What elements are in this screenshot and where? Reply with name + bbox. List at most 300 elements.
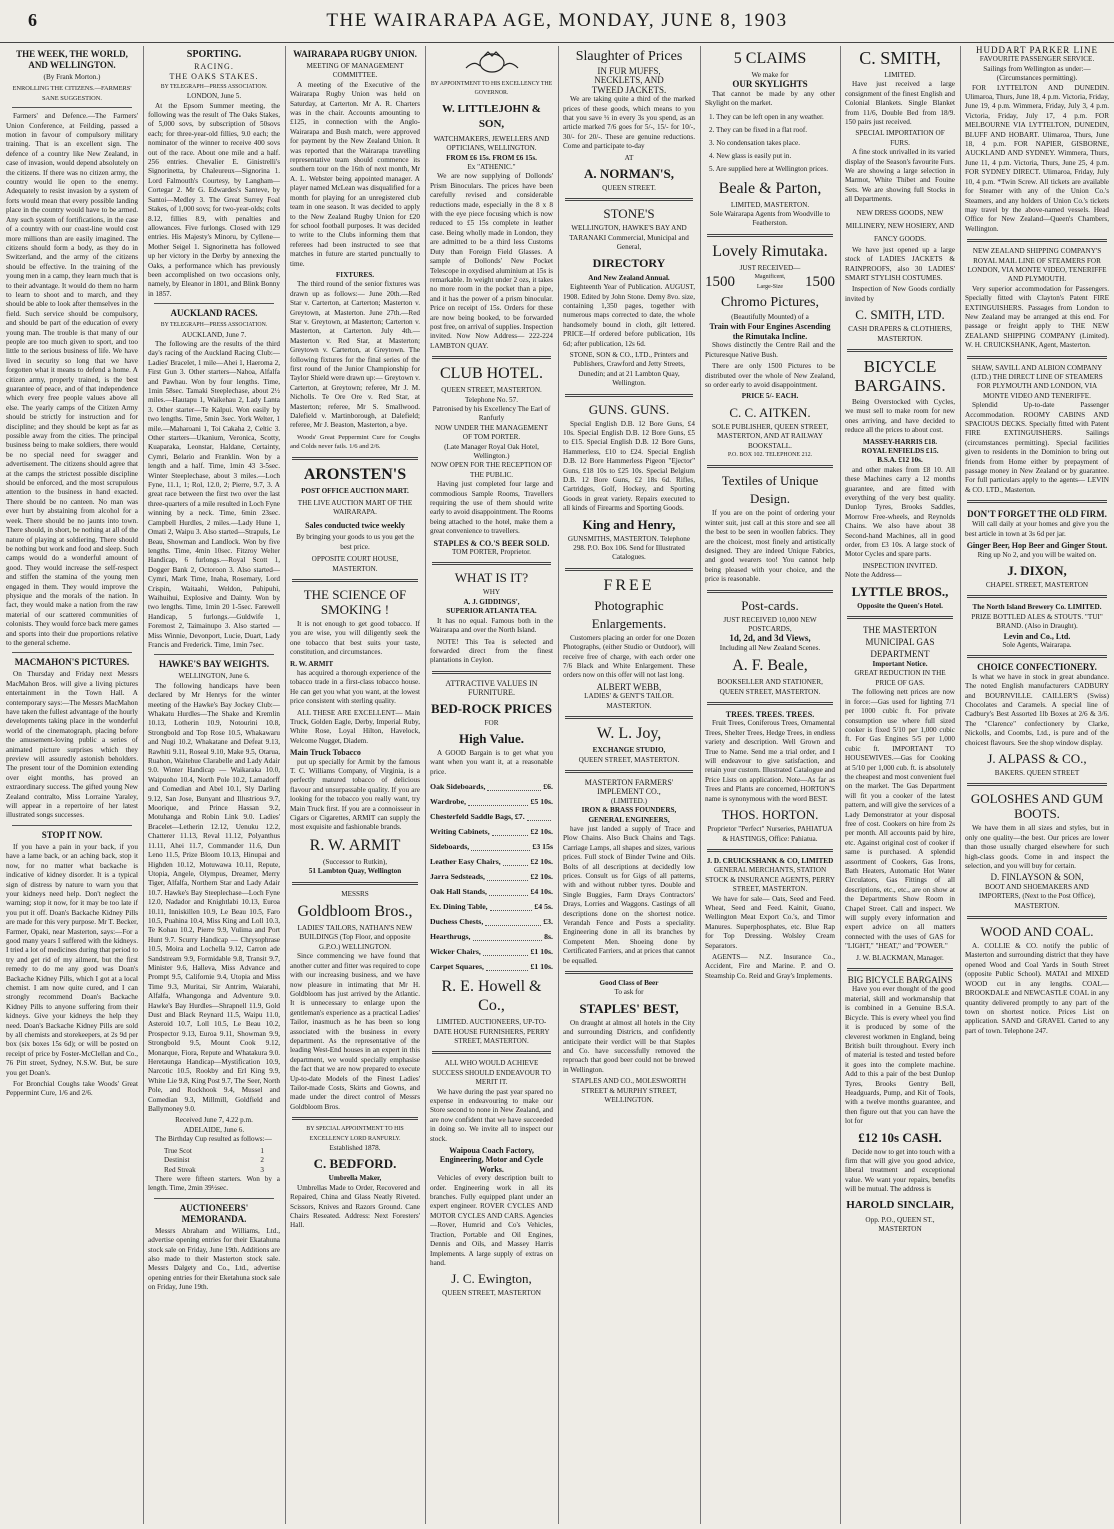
ad-headline: STONE'S: [603, 206, 655, 222]
ad-subhead: A. J. GIDDINGS',: [463, 597, 520, 606]
page-number: 6: [28, 10, 37, 30]
ad-subhead: GENERAL ENGINEERS,: [588, 815, 670, 824]
divider: [707, 465, 833, 468]
column-rule: [285, 46, 286, 1524]
ad-address: STAPLES AND CO., MOLESWORTH STREET & MURPHY STREET, WELLINGTON.: [571, 1077, 687, 1105]
divider: [967, 356, 1107, 359]
ad-text: (Late Manager Royal Oak Hotel, Wellington.): [444, 442, 539, 460]
list-item: Wicker Chairs, £1 10s.: [430, 944, 553, 959]
ad-subhead: LADIES' TAILORS, NATHAN'S NEW BUILDINGS (Top Floor, and opposite G.P.O.) WELLINGTON.: [297, 924, 413, 951]
ad-headline: Goldbloom Bros.,: [297, 903, 413, 921]
royal-crest-icon: [462, 50, 522, 76]
ad-body: Have you ever thought of the good material, skill and workmanship that is combined in a Genuine B.S.A. Bicycle. This is every wheel you find it is produced by some of the cleverest workmen in England, being British built throughout. Every inch of material is tested and tested before it goes into the complete machine. Add to this a pair of the best Dunlop Tyres, Brooks Gentry Bell, Headguards, Pump, and Kit of Tools, with a twelve months guarantee, and then figure out that you can have the lot for: [845, 985, 955, 1126]
ad-headline: THE SCIENCE OF SMOKING !: [303, 586, 407, 617]
article-headline: HAWKE'S BAY WEIGHTS.: [159, 659, 269, 670]
ad-subhead: IN FUR MUFFS,: [597, 66, 661, 76]
ad-headline: W. L. Joy,: [596, 725, 662, 743]
list-item: Leather Easy Chairs, £2 10s.: [430, 854, 553, 869]
divider: [565, 971, 693, 974]
article-subhead: FIXTURES.: [335, 270, 375, 279]
ad-text: Including all New Zealand Scenes.: [719, 643, 821, 652]
ad-text: Sole Wairarapa Agents from Woodville to Featherston.: [709, 210, 831, 228]
byline: (By Frank Morton.): [43, 73, 101, 81]
ad-body: We have during the past year spared no expense in endeavouring to make our Store second to none in New Zealand, and are now confident that we have succeeded in doing so. We invite all to inspect our stock.: [430, 1087, 553, 1143]
ad-subhead: 1d, 2d, and 3d Views,: [729, 633, 811, 644]
ad-text: Ex "ATHENIC.": [467, 163, 516, 172]
ad-body: We have for sale— Oats, Seed and Feed. Wheat, Seed and Feed. Kainit, Guano, Wellington Meat Export Co.'s, and Timor Manures. Superphosphates, etc. Blue Rap for Top Dressing. Wolsley Cream Separators.: [705, 894, 835, 950]
ad-price: PRICE 5/- EACH.: [741, 392, 799, 401]
ad-text: THE LIVE AUCTION MART OF THE WAIRARAPA.: [297, 499, 413, 517]
ad-price: ROYAL ENFIELDS £15.: [861, 446, 939, 455]
telegraph-note: BY TELEGRAPH—PRESS ASSOCIATION.: [160, 83, 268, 90]
ad-body: Shows distinctly the Centre Rail and the Picturesque Native Bush.: [705, 341, 835, 359]
result-row: True Scot 1: [164, 1146, 264, 1155]
ad-address: LADIES' & GENT'S TAILOR. MASTERTON.: [584, 692, 674, 710]
ad-headline: GOLOSHES AND GUM BOOTS.: [970, 791, 1104, 822]
article-body: At the Epsom Summer meeting, the following was the result of The Oaks Stakes, of 5,000 sovs, by subscription of 50sovs each; for three-year-old fillies, 9.0 each; the nominator of the winner to receive 400 sovs out of the race. About one mile and a half. 256 entries. Chevalier E. Ginistrelli's Signorinetta, by Chaleureux—Signorina 1. Lord Falmouth's Courtesy, by Langham—Cortegar 2. Mr G. Edwardes's Santeve, by Santoi—Medley 3. The Great Surrey Foal Stakes, of 1,000 sovs; for two-year-olds; colts 8.12, fillies 8.9, with penalties and allowances. Five furlongs. Closed with 129 entries. His Majesty's Minoru, by Cyllene—Mother Seigel 1. Signorinetta has followed up her victory in the Derby by annexing the Oaks, a performance which has previously been accomplished on two occasions only, namely, by Eleanor in 1801, and Blink Bonny in 1857.: [148, 101, 280, 298]
article-body: Messrs Abraham and Williams, Ltd., advertise opening entries for their Ekatahuna stock sale on Friday, June 19th. Additions are also made to their Masterton stock sale. Messrs Dalgety and Co., Ltd., advertise opening entries for their Eketahuna stock sale on Friday, June 19th.: [148, 1226, 280, 1292]
ad-headline: NEW ZEALAND SHIPPING COMPANY'S ROYAL MAIL LINE OF STEAMERS FOR LONDON, VIA MONTE VIDEO, TENERIFFE AND PLYMOUTH.: [967, 247, 1107, 284]
ad-body: The following nett prices are now in force:—Gas used for lighting 7/1 per 1000 cubic ft. For private consumption use where full sized cooker is fixed 5/10 per 1,000 cubic ft. For Gas Engines 5/5 per 1,000 cubic ft. IMPORTANT TO HOUSEWIVES.—Gas for Cooking at 5/10 per 1,000 cub. ft. is absolutely the cheapest and most convenient fuel on the market. The Gas Department will fit you a cooker of the latest pattern, and will give the services of a Lady Demonstrator at your disposal free of cost. Cookers on hire from 2s per month. All accounts paid by hire, etc. Against original cost of cooker if same is purchased. A splendid assortment of Cookers, Gas Irons, Bath Heaters, Automatic Hot Water Circulators, Gas Fittings of all descriptions, etc., etc., are on show at the Departments Show Room in Chapel Street. Call and inspect. We will supply every information and expert advice on all matters connected with the uses of GAS for "LIGHT," "HEAT," and "POWER.": [845, 688, 955, 951]
ad-address: QUEEN STREET, MASTERTON. Telephone No. 57.: [441, 386, 542, 404]
ad-headline: Enlargements.: [591, 615, 667, 631]
ad-headline: Design.: [749, 491, 791, 507]
article-headline: WAIRARAPA RUGBY UNION.: [293, 49, 417, 59]
ad-body: Splendid Up-to-date Passenger Accommodation. ROOMY CABINS AND SPACIOUS DECKS. Specially fitted with Patent FIRE EXTINGUISHERS. Sailings (circumstances permitting). Special facilities given to residents in the Dominion to bring out friends from Home either by prepayment of passage money in New Zealand or by guarantee. For full particulars apply to the agents— LEVIN & CO. LTD., Masterton.: [965, 401, 1109, 494]
divider: [292, 457, 418, 460]
ad-contact: P.O. BOX 102. TELEPHONE 212.: [727, 451, 813, 458]
list-item: Sideboards, £3 15s: [430, 839, 553, 854]
divider: [967, 916, 1107, 919]
ad-body: Umbrellas Made to Order, Recovered and Repaired, China and Glass Neatly Riveted. Scissors, Knives and Razors Ground. Cane Chairs Reseated. Address: Next Foresters' Hall.: [290, 1183, 420, 1230]
ad-body: There are only 1500 Pictures to be distributed over the whole of New Zealand, so order early to avoid disappointment.: [705, 362, 835, 389]
column-rugby-ads: [290, 46, 420, 1524]
article-headline: AUCKLAND RACES.: [170, 308, 258, 319]
ad-headline: SHAW, SAVILL AND ALBION COMPANY (LTD.) THE DIRECT LINE OF STEAMERS FOR PLYMOUTH AND LONDON, VIA MONTE VIDEO AND TENERIFFE.: [971, 363, 1103, 400]
ad-subhead: SUPERIOR ATLANTA TEA.: [446, 607, 537, 616]
ad-address: OPPOSITE COURT HOUSE, MASTERTON.: [311, 555, 399, 573]
article-body: On Thursday and Friday next Messrs MacMahon Bros. will give a living pictures entertainment in the Town Hall. A contemporary says:—The Messrs MacMahon have taken the fullest advantage of the hourly developments taking place in the wonderful world of the cinematograph, placing before the amusement-loving public a series of animated picture surprises which they preview will assuredly astonish beholders. The present tour of the Dominion extending over eight months, has proved an extraordinary success. The gifted young New Zealand contralto, Miss Lorraine Yaraley, will appear in a repertoire of her latest illustrated songs successes.: [6, 670, 138, 820]
divider: [565, 394, 693, 397]
ad-headline: CHOICE CONFECTIONERY.: [977, 662, 1097, 673]
article-headline: MACMAHON'S PICTURES.: [14, 657, 130, 668]
article-headline: THE WEEK, THE WORLD, AND WELLINGTON.: [16, 49, 128, 70]
ad-subhead: Good Class of Beer: [599, 979, 659, 988]
ad-text: Established 1878.: [329, 1144, 381, 1152]
ad-body: Is what we have in stock in great abundance. The noted English manufacturers CADBURY and BOURNVILLE. CAILLER'S (Swiss) Chocolates and Caramels. A special line of Cadbury's Best Assorted 1lb Boxes at 2/6 & 3/6. The "Clarence" confectionery by Clarke, Nickolls, and Coombs, Ltd., is pure and of the choicest flavours. See the shop window display.: [965, 672, 1109, 747]
ad-text: JUST RECEIVED—: [739, 263, 801, 272]
divider: [292, 1117, 418, 1120]
article-body: The third round of the senior fixtures was drawn up as follows:— June 20th.—Red Star v. Carterton, at Carterton; Masterton v. Greytown, at Masterton. June 27th.—Red Star v. Greytown, at Masterton; Carterton v. Masterton, at Carterton. July 4th.—Masterton v. Red Star, at Masterton; Greytown v. Carterton, at Greytown. The following fixtures for the final series of the first round of the Junior Championship for Taylor Shield were drawn up:— Greytown v. Carterton, at Greytown; referee, Mr J. M. Nicholls. Te Ore Ore v. Red Star, at Masterton; referee, Mr S. Smallwood. Dalefield v. Martinborough, at Dalefield; referee, Mr J. Beaston, Masterton, a bye.: [290, 280, 420, 430]
ad-headline: Post-cards.: [741, 597, 799, 613]
ad-body: ALL THESE ARE EXCELLENT— Main Truck, Golden Eagle, Derby, Imperial Ruby, White Rose, Loyal Hilton, Havelock, Welcome Nugget, Diadem.: [290, 708, 420, 745]
ad-headline: Textiles of Unique: [721, 473, 819, 489]
column-rule: [960, 46, 961, 1524]
ad-text: (LIMITED.): [610, 796, 648, 805]
ad-body: On draught at almost all hotels in the City and surrounding Districts, and confidently anticipate their verdict will be that Staples and Co. have successfully removed the reproach that good beer could not be brewed in Wellington.: [563, 1018, 695, 1074]
ad-body: Vehicles of every description built to order. Engineering work in all its branches. Fully equipped plant under an expert engineer. ROVER CYCLES AND MOTOR CYCLES AND CARS. Agencies—Rover, Humrid and Co's Vehicles, Traction, Portable and Oil Engines, Dennis and Oils, and Massey Harris Implements. A large supply of extras on hand.: [430, 1174, 553, 1267]
ad-price: £12 10s CASH.: [858, 1129, 942, 1145]
ad-text: Sales conducted twice weekly: [305, 520, 405, 530]
ad-headline: DIRECTORY: [592, 255, 666, 270]
ad-price: B.S.A. £12 10s.: [877, 456, 923, 465]
ad-text: J. W. BLACKMAN, Manager.: [856, 953, 944, 962]
dateline: WELLINGTON, June 6.: [178, 672, 250, 681]
furniture-price-list: [430, 779, 553, 974]
divider: [565, 770, 693, 773]
list-item: Hearthrugs, 8s.: [430, 929, 553, 944]
ad-subhead: IRON & BRASS FOUNDERS,: [581, 806, 677, 815]
ad-subhead: And New Zealand Annual.: [588, 273, 670, 282]
ad-headline: D. FINLAYSON & SON,: [990, 872, 1084, 883]
ad-body: We are now supplying of Dollonds' Prism Binoculars. The prices have been carefully revised and considerable reductions made, especially in the 8 x 8 with the eye piece focusing which is now reduced to £5 15s complete in leather case. Being wholly made in London, they are admitted to be a third less Customs Duty than Foreign Field Glasses. A sample of Dollonds' New Pocket Telescope in oxydised aluminium at 15s is remarkable. In weight under 2 ozs, it takes no more room in the pocket than a pipe, and it has the power of a prism binocular. Price on receipt of 15s. Orders for these are now being booked, to be forwarded post free, on arrival of supplies. Inspection invited. Now Now Address— 222-224 LAMBTON QUAY.: [430, 172, 553, 350]
dateline: ADELAIDE, June 6.: [183, 1125, 245, 1134]
divider: [707, 234, 833, 237]
ad-subhead: Ginger Beer, Hop Beer and Ginger Stout.: [966, 541, 1108, 551]
chromo-offer: 1500 Magnificent, Large-Size 1500: [705, 273, 835, 290]
list-item: Duchess Chests, £3.: [430, 914, 553, 929]
ad-headline: HUDDART PARKER LINE: [976, 46, 1098, 55]
ad-body: A. COLLIE & CO. notify the public of Masterton and surrounding district that they have opened Wood and Coal Yards in South Street (opposite Public School). MATAI and MIXED WOOD cut in any lengths. COAL—BROOKDALE and NEWCASTLE COAL in any quantity delivered promptly to any part of the town on shortest notice. Prices List on application. SAND and GRAVEL Carted to any part of town. Telephone 247.: [965, 942, 1109, 1035]
column-sporting: [148, 46, 280, 1524]
column-smith-ads: [845, 46, 955, 1524]
ad-subhead: LIMITED. AUCTIONEERS, UP-TO-DATE HOUSE FURNISHERS, PERRY STREET, MASTERTON.: [433, 1018, 550, 1045]
list-item: Writing Cabinets, £2 10s.: [430, 824, 553, 839]
ad-headline: W. LITTLEJOHN & SON,: [442, 102, 541, 130]
ad-headline: C. SMITH,: [859, 48, 941, 68]
ad-headline: R. E. Howell & Co.,: [441, 978, 542, 1015]
ad-headline: THOS. HORTON.: [721, 807, 819, 823]
column-rule: [425, 46, 426, 1524]
ad-address: Opp. P.O., QUEEN ST., MASTERTON: [865, 1215, 935, 1233]
ad-price: MASSEY-HARRIS £18.: [862, 437, 938, 446]
ad-text: We make for: [751, 71, 789, 79]
column-shipping-ads: [965, 46, 1109, 1524]
ad-text: ALL WHO WOULD ACHIEVE SUCCESS SHOULD ENDEAVOUR TO MERIT IT.: [432, 1059, 551, 1087]
article-body: The following handicaps have been declared by Mr Henrys for the winter meeting of the Hawke's Bay Jockey Club:— Whakatu Hurdles—The Shake and Kremlin 10.13, Lotherin 10.9, Notourini 10.8, Strongbold and Top Rose 10.5, Whakawaru and Nugi 10.2, Whakatane and Defeat 9.13, Rawhiti 9.11, Roseal 9.10, Make 9.5, Otarua, Ruahon, Waitehue Clarabelle and Lady Adair 9.0. Winter Handicap — Waikaraka 10.0, Waipuoho 10.4, North Pole 10.2, Lamadorff and Comedian and Abel 10.1, Sly Darling 9.12, San Jose, Bunyant and Illustrious 9.7, Moorique, and Prince Hassan 9.2, Motuhanga and Robin Link 9.0. Ladies' Bracelet—Letherin 12.12, Uenuku 12.2, Chatterer 11.13, Reval 11.12, Polyanthus 11.11, Ahei 11.7, Commander 11.6, Dun Leno 11.5, Prize Bloom 10.13, Hinupai and Highden 10.12, Motuwawa 10.11, Repute, Utopia, Angele, Olympus, Dreamer, Merry Tiger, Alfalfa, Northern Star and Lady Adair 10.7. Hawke's Bay Steeplechase—Loch Fyne 12.0, Nadador and Knightlabi 10.13, Euroa 10.11, Inniskillen 10.9, Le Beau 10.5, Faro 10.5, Puahina 10.4, Miss King and Loll 10.3, Te Kohau 10.2, Pierre 9.9, Vulima and Port Hunt 9.7. Scurry Handicap — Chrysophrase 10.5, Moira and Lochella 9.12, Carron ade Sandstream 9.9, Formidable 9.8, Transit 9.7, Minister 9.6, Halleva, Miss Advance and Prompt 9.5, Californie 9.4, Utopia and Miss Time 9.3, Muritai, Sir Antrim, Waiarahi, Alfalfa, Whangonga and Adventure 9.0. Hawke's Bay Hurdles—Shrapnell 11.9, Gold Dust and Black Reynard 11.5, Waipu 11.0, Asteroid 10.7, Loll 10.5, Le Beau 10.2, Prospector 9.13, Euroa 9.11, Showman 9.9, Strongbold 9.5, Mount Cook 9.12, Monarque, Fiora, Repute and Whatakura 9.0. Heretaunga Handicap—Mystification 10.9, Narcotic 10.5, Rookby and Erl King 9.9, White Lie 9.8, King Post 9.7, The Seer, North Pole, and Rockhook 9.4, Mussel and Comedian 9.3, Millmill, Goldfield and Ballymoney 9.0.: [148, 681, 280, 1114]
ad-text: MESSRS: [341, 889, 369, 898]
column-rule: [143, 46, 144, 1524]
ad-headline: Chromo Pictures,: [721, 295, 819, 311]
ad-headline: HAROLD SINCLAIR,: [846, 1198, 954, 1211]
ad-body: NOTE! This Tea is selected and forwarded direct from the finest plantations in Ceylon.: [430, 637, 553, 665]
ad-body: It is not enough to get good tobacco. If you are wise, you will diligently seek the one tobacco that best suits your taste, constitution, and circumstances.: [290, 619, 420, 657]
ad-prices: FROM £6 15s. FROM £6 15s.: [446, 153, 537, 162]
divider: [292, 882, 418, 885]
divider: [707, 702, 833, 705]
ad-headline: Lovely Rimutaka.: [712, 242, 828, 260]
ad-subhead: Train with Four Engines Ascending the Rimutaka Incline.: [709, 322, 831, 341]
ad-headline: 5 CLAIMS: [733, 50, 807, 67]
list-item: Jarra Sedsteads, £2 10s.: [430, 869, 553, 884]
ad-headline: J. C. Ewington,: [451, 1271, 532, 1287]
ad-text: (Beautifully Mounted) of a: [731, 313, 809, 322]
list-item: 2. They can be fixed in a flat roof.: [709, 125, 808, 134]
ad-body: have just landed a supply of Trace and Plow Chains. Also Buck Chains and Tags. Carriage Lamps, all shapes and sizes, various prices. Full stock of Binder Twine and Oils. Bolts of all descriptions at decidedly low prices. Consult us for Gigs of all patterns, with and without rubber tyres. Double and Single Buggies, Farm Drays Contractors' Drays, Lorries and Waggons. Castings of all descriptions done on the shortest notice. Verandah Fence and Posts a speciality. Engineering done in all its branches by Competent Men. Shoeing done by Certificated Farriers, and at prices that cannot be equalled.: [563, 824, 695, 965]
ad-subhead: ALBERT WEBB,: [596, 681, 662, 692]
ad-headline: GUNS. GUNS.: [588, 401, 670, 417]
ad-body: Special English D.B. 12 Bore Guns, £4 10s. Special English D.B. 12 Bore Guns, £5 to £15. Special English D.B. 12 Bore Guns, Hammerless, £10 to £24. Special English D.B. 12 Bore Hammerless Pigeon "Ejector" Guns, £18 10s to £25 10s. Special Belgium D.B. 12 Bore Guns, £2 18s 6d. Rifles, Cartridges, Golf, Hockey, and Sporting Goods in great variety. Repairs executed to all kinds of Firearms and Sporting Goods.: [563, 419, 695, 513]
ad-text: PRIZE BOTTLED ALES & STOUTS. "TUI" BRAND. (Also in Draught).: [971, 612, 1103, 631]
ad-address: Proprietor "Perfect" Nurseries, PAHIATUA & HASTINGS, Office: Pahiatua.: [707, 825, 833, 843]
ad-text: AT: [624, 153, 634, 162]
ad-body: It has no equal. Famous both in the Wairarapa and over the North Island.: [430, 616, 553, 635]
ad-headline: King and Henry,: [582, 516, 676, 532]
ad-headline: A. F. Beale,: [732, 657, 808, 675]
list-item: Chesterfeld Saddle Bags, £7.: [430, 809, 553, 824]
ad-address: STONE, SON & CO., LTD., Printers and Publishers, Crawford and Jetty Streets, Dunedin; and at 21 Lambton Quay, Wellington.: [569, 350, 689, 388]
ad-subhead: FAVOURITE PASSENGER SERVICE.: [979, 55, 1095, 64]
ad-body: Eighteenth Year of Publication. AUGUST, 1908. Edited by John Stone. Demy 8vo. size, containing 1,350 pages, together with numerous maps corrected to date, the whole handsomely bound in cloth, gilt lettered. PRICE—If ordered before publication, 10s 6d; after publication, 12s 6d.: [563, 283, 695, 348]
ad-subhead: OUR SKYLIGHTS: [732, 79, 808, 90]
divider: [967, 595, 1107, 598]
ad-body: Customers placing an order for one Dozen Photographs, (either Studio or Outdoor), will receive free of charge, with each order one 7/6 Black and White Enlargement. These orders now on this offer will not last long.: [563, 633, 695, 680]
result-row: Destinist 2: [164, 1156, 264, 1165]
ad-headline: ARONSTEN'S: [303, 465, 407, 483]
ad-address: GUNSMITHS, MASTERTON. Telephone 298. P.O. Box 106. Send for Illustrated Catalogues.: [567, 534, 691, 562]
ad-headline: Slaughter of Prices: [575, 49, 683, 64]
ad-headline: BIG BICYCLE BARGAINS: [847, 975, 953, 986]
ad-address: 51 Lambton Quay, Wellington: [308, 867, 402, 876]
ad-headline: DON'T FORGET THE OLD FIRM.: [967, 509, 1107, 520]
ad-subhead: SPECIAL IMPORTATION OF FURS.: [855, 129, 945, 147]
ad-subhead: Levin and Co., Ltd.: [1003, 631, 1071, 641]
ad-body: Since commencing we have found that another cutter and fitter was required to cope with our increasing business, and we have now pleasure in intimating that Mr H. Goldbloom has just arrived by the Atlantic. It is unnecessary to enlarge upon the gentleman's experience as a practical Ladies' Tailor, inasmuch as he has been so long associated with the business in every department. As the representative of the leading West-End houses in an expert in this department, we would specially emphasise the fact that we are now prepared to execute Up-to-date Models of the Finest Ladies' Tailor-made Costs, Skirts and Gowns, and made under the direct control of Messrs Goldbloom Bros.: [290, 952, 420, 1111]
ad-headline: C. C. AITKEN.: [729, 404, 811, 420]
ad-text: To ask for: [614, 988, 644, 997]
ad-text: Sailings from Wellington as under:—(Circumstances permitting).: [983, 64, 1091, 83]
ad-headline: A. NORMAN'S,: [584, 166, 674, 182]
ad-subhead: Umbrella Maker,: [328, 1174, 382, 1183]
ad-address: QUEEN STREET, MASTERTON: [442, 1289, 541, 1298]
divider: [154, 303, 274, 304]
ad-body: has acquired a thorough experience of the tobacco trade in a first-class tobacco house. He can get you what you want, at the lowest price consistent with sterling quality.: [290, 668, 420, 706]
ad-subhead: Important Notice.: [872, 660, 928, 669]
ad-body: If you are on the point of ordering your winter suit, just call at this store and see all the best to be seen in woollen fabrics. They are the choicest, most finely and artistically designed. They are indeed Unique Fabrics, and good wearers too! You cannot help being pleased with your choice, and the price is reasonable.: [705, 509, 835, 584]
article-body: The Birthday Cup resulted as follows:—: [155, 1135, 272, 1144]
list-item: Oak Sideboards, £6.: [430, 779, 553, 794]
ad-body: Fruit Trees, Coniferous Trees, Ornamental Trees, Shelter Trees, Hedge Trees, in endless variety and description. Well Grown and True to Name. Send me a trial order, and I will endeavour to give satisfaction, and retain your custom. Illustrated Catalogue and Price Lists on application. Note—As far as Trees and Plants are concerned, HORTON'S name is synonymous with the word BEST.: [705, 719, 835, 803]
ad-subhead: GENERAL MERCHANTS, STATION STOCK & INSURANCE AGENTS, PERRY STREET, MASTERTON.: [705, 866, 835, 894]
divider: [432, 1051, 551, 1054]
section-headline: SPORTING.: [186, 49, 242, 60]
list-item: 5. Are supplied here at Wellington prices.: [709, 164, 829, 173]
ad-body: We are taking quite a third of the marked prices of these goods, which means to you that you save ⅓ in every 3s you spend, as an article marked 7/6 goes for 5/-, 15/- for 10/-, 30/- for 20/-. These are genuine reductions. Come and participate to-day: [563, 95, 695, 151]
list-item: Carpet Squares, £1 10s.: [430, 959, 553, 974]
ad-body: Being Overstocked with Cycles, we must sell to make room for new ones arriving, and have decided to reduce all the prices to about cost.: [845, 397, 955, 435]
divider: [847, 968, 953, 971]
list-item: 3. No condensation takes place.: [709, 138, 801, 147]
ad-body: AGENTS— N.Z. Insurance Co., Accident, Fire and Marine. P. and O. Steamship Co. Reid and Gray's Implements.: [705, 952, 835, 980]
ad-text: INSPECTION INVITED.: [862, 561, 938, 570]
ad-text: Patronised by his Excellency The Earl of Ranfurly: [432, 404, 551, 423]
ad-text: Note the Address—: [845, 571, 902, 580]
ad-text: WHY: [482, 588, 501, 597]
ad-headline: FREE: [603, 576, 655, 594]
column-norman-ads: [563, 46, 695, 1524]
ad-headline: J. DIXON,: [1007, 562, 1067, 578]
article-subhead: MEETING OF MANAGEMENT COMMITTEE.: [306, 62, 404, 80]
ad-subhead: R. W. ARMIT: [290, 659, 334, 668]
newspaper-title: THE WAIRARAPA AGE, MONDAY, JUNE 8, 1903: [326, 10, 788, 31]
ad-headline: J. ALPASS & CO.,: [987, 751, 1087, 766]
ad-text: LIMITED.: [884, 71, 916, 79]
ad-body: A GOOD Bargain is to get what you want when you want it, at a reasonable price.: [430, 748, 553, 776]
ad-subhead: POST OFFICE AUCTION MART.: [301, 486, 409, 495]
ad-subhead: STAPLES & CO.'S BEER SOLD.: [433, 538, 550, 548]
column-littlejohn-ads: [430, 46, 553, 1524]
list-item: Oak Hall Stands, £4 10s.: [430, 884, 553, 899]
ad-body: Inspection of New Goods cordially invited by: [845, 285, 955, 303]
ad-body: If you have a pain in your back, if you have a lame back, or an aching back, stop it now, for no matter what backache is indicative of kidney disorder. It is a typical sign of distress by nature to warn you that your kidneys need help. Don't neglect the warning; stop it now, for it may be too late if you put it off. Doan's Backache Kidney Pills are made for this very purpose. Mr T. Becker, Farmer, Opaki, near Masterton, says:—For a good many years I suffered with the kidneys. I tried a lot of medicines during that period to try and get rid of my ailment, but the first remedy to do me any good was Doan's Backache Kidney Pills, which I got at a local chemist. I am now quite cured, and I can strongly recommend Doan's Backache Kidney Pills to anyone suffering from their kidneys. Give your kidneys the help they need. Doan's Backache Kidney Pills are sold by all chemists and storekeepers, at 2s 9d per box (six boxes 15s 6d); or will be posted on receipt of price by Foster-McClellan and Co., 76 Pitt street, Sydney, N.S.W. But, be sure you get Doan's.: [6, 842, 138, 1077]
ad-address: SOLE PUBLISHER, QUEEN STREET, MASTERTON, AND AT RAILWAY BOOKSTALL.: [711, 422, 829, 450]
ad-subhead: LIMITED, MASTERTON.: [730, 200, 810, 209]
ad-footnote: For Bronchial Coughs take Woods' Great Peppermint Cure, 1/6 and 2/6.: [6, 1080, 138, 1098]
ad-body: Decide now to get into touch with a firm that will give you good advice, liberal treatment and exceptional value. We want your repairs, benefits will be mutual. The address is: [845, 1147, 955, 1194]
ad-text: NOW OPEN FOR THE RECEPTION OF THE PUBLIC.: [430, 461, 553, 479]
article-body: Farmers' and Defence.—The Farmers' Union Conference, at Feilding, passed a motion in favour of compulsory military training. That is an excellent sign. The defence of a country like New Zealand, in case of invasion, would depend absolutely on the citizens. If there was no citizen army, the country would lie open to the enemy. Adequately to resist invasion by a system of forts would mean that every possible landing place in the country would have to be armed. Any such system of fortifications, in the case of a country with our coast-line would cost more millions than are easily imagined. The citizens should form a body, as they do in Switzerland, and the army of the citizens should be effective. In the training of the young men in a camp, they learn much that is to their advantage. It would do them no harm to learn to shoot and to march, and they should be able to look after themselves in the field. Such service should be compulsory, and should be part of the education of every young man. The trouble is that many of our people are too much given to sport, and too little to the serious business of life. We have lived in security so long that we have forgotten what it means to defend a home. A citizen army, properly trained, is the best guarantee of peace, and of that independence which every free people values above all else. The yearly camps of the Citizen Army should be strictly for instruction and for discipline; and they should be kept as far as possible away from the cities. The principal business being to make soldiers, there would be no special need for swagger and advertisement. The citizens should agree that at the camps the strictest possible discipline should be enforced, and the most scrupulous attention to the business in hand exacted. There should be no canteen. No man was ever hurt by abstaining from alcohol for a week. There should be no jaunts into town. There should, in short, be nothing at all of the nature of playing at soldiering. There should be nothing but work and food and sleep. Such camps would do a wonderful amount of good. They would increase the self-respect and stiffen the stamina of the young men engaged in them. They would improve the physique and the morals of the nation. In fact, they would make a nation from the raw material of our scattered communities of colonists. They would force back mere games and sports into their due proportions relative to the general scheme.: [6, 112, 138, 647]
ad-headline: WOOD AND COAL.: [980, 924, 1094, 940]
article-body: The following are the results of the third day's racing of the Auckland Racing Club:— Ladies' Bracelet, 1 mile—Ahei 1, Haeroma 2, First Gun 3. Other starters—Nahoa, Alfalfa and Pawhau. Won by four lengths. Time, 1min 58sec. Tamaki Steeplechase, about 2½ miles.—Hautapu 1, Waikehau 2, Lady Lanta 3. Other starter—Te Kalpui. Won easily by two lengths. Time, 5min 3sec. York Welter, 1 mile.—Maharoani 1, Toi Cakaha 2, Celtic 3. Other starters—Ukanium, Veronica, Scotty, Kuaparaka, Leonstar, Haldane, Certainty, Cymri, Belario and Franklin. Won by a length and a half. Time, 1min 43 3-5sec. Winter Steeplechase, about 3 miles.—Loch Fyne, 11.1, 1; Rol, 12.0, 2; Pierre, 9.7, 3. A great race between the first two over the last three-quarters of a mile resulted in Loch Fyne winning by a neck. Time, 6min 23sec. Campbell Hurdles, 2 miles.—Lady Hune 1, Omati 2, Waipu 3. Also started—Strapuls, Le Beau, Showman and Landlock. Won by five lengths. Time, 4min 10sec. Fitzroy Welter Handicap, 6 furlongs.—Royal Scott 1, Dogger Bank 2, Octoroon 3. Also started—Cymri, Mark Time, Inaha, Rosemary, Lord Crispin, Waitaahi, Weldon, Puhipuhi, Waihuihui, Explosive and Dainty. Won by two lengths. Time, 1min 20 1-5sec. Farewell Handicap, 5 furlongs.—Guldwife 1, Foremost 2, Taimainupo 3. Also started — Miss Winnie, Devonport, Lucie, Duart, Lady Francis and Frederick. Time, 1min 7sec.: [148, 339, 280, 649]
ad-subhead: NECKLETS, AND: [594, 75, 664, 86]
list-item: 4. New glass is easily put in.: [709, 151, 792, 160]
ad-headline: MASTERTON FARMERS': [584, 777, 674, 787]
ad-text: FOR: [484, 718, 499, 727]
ad-text: BY APPOINTMENT TO HIS EXCELLENCY THE GOVERNOR.: [430, 81, 553, 97]
ad-address: BOOKSELLER AND STATIONER, QUEEN STREET, MASTERTON.: [717, 678, 823, 696]
received-note: Received June 7, 4.22 p.m.: [175, 1116, 253, 1125]
ad-body: and other makes from £8 10. All these Machines carry a 12 months guarantee, and are fitted with everything of the very best quality. Dunlop Tyres, Brooks Saddles, Morrow Free-wheels, and Reynolds Chains. We also have about 38 Second-hand Machines, all in good order, from £3 10s. A large stock of Motor Cycles and spare parts.: [845, 465, 955, 559]
column-rule: [840, 46, 841, 1524]
ad-headline: High Value.: [458, 730, 525, 746]
ad-body: A fine stock unrivalled in its varied display of the Season's favourite Furs. We are showing a large selection in Marmot, White Thibet and Fouine Sets. We are showing full Stocks in all Departments.: [845, 148, 955, 204]
divider: [565, 568, 693, 571]
ad-text: (Successor to Rutkin),: [322, 857, 388, 866]
divider: [432, 356, 551, 359]
ad-text: Ring up No 2, and you will be waited on.: [977, 550, 1097, 559]
column-rule: [700, 46, 701, 1524]
ad-headline: BICYCLE BARGAINS.: [854, 356, 946, 395]
ad-headline: STOP IT NOW.: [41, 829, 103, 840]
list-item: Ex. Dining Table, £4 5s.: [430, 899, 553, 914]
ad-headline: LYTTLE BROS.,: [851, 583, 949, 599]
ad-subhead: WELLINGTON, HAWKE'S BAY AND TARANAKI Commercial, Municipal and General,: [569, 224, 689, 252]
ad-headline: CLUB HOTEL.: [439, 365, 544, 383]
ad-address: QUEEN STREET.: [602, 184, 656, 193]
list-item: Wardrobe, £5 10s.: [430, 794, 553, 809]
ad-subhead: WATCHMAKERS, JEWELLERS AND OPTICIANS, WELLINGTON.: [433, 134, 550, 153]
divider: [707, 590, 833, 593]
ad-body: FOR LYTTELTON AND DUNEDIN. Ulimaroa, Thurs, June 18, 4 p.m. Victoria, Friday, June 19, 4 p.m. Wimmera, Friday, July 3, 4 p.m. Victoria, Friday, July 17, 4 p.m. FOR MELBOURNE VIA LYTTELTON, DUNEDIN, BLUFF AND HOBART. Ulimaroa, Thurs, June 18, 4 p.m. FOR NAPIER, GISBORNE, AUCKLAND AND SYDNEY. Wimmera, Thurs, June 11, 4 p.m. Victoria, Thurs, June 25, 4 p.m. FOR SYDNEY DIRECT. Ulimaroa, Friday, July 10, 4 p.m. *Twin Screw. All tickets are available for Steamer with any of the Union Co.'s Steamers, and any holders of Union Co.'s tickets may travel by the above-named vessels. Head Office for New Zealand—Queen's Chambers, Wellington.: [965, 83, 1109, 233]
column-claims-ads: [705, 46, 835, 1524]
ad-headline: Beale & Parton,: [718, 179, 822, 197]
divider: [154, 654, 274, 655]
article-headline: AUCTIONEERS' MEMORANDA.: [179, 1202, 249, 1224]
ad-headline: IMPLEMENT CO.,: [597, 787, 661, 797]
ad-text: Sole Agents, Wairarapa.: [1002, 640, 1072, 649]
claims-list: [705, 111, 835, 176]
divider: [432, 671, 551, 674]
ad-headline: THE MASTERTON MUNICIPAL GAS DEPARTMENT: [862, 625, 938, 660]
divider: [967, 783, 1107, 786]
ad-subhead: NEW DRESS GOODS, NEW MILLINERY, NEW HOSIERY, AND FANCY GOODS.: [845, 208, 955, 243]
divider: [432, 562, 551, 565]
ad-headline: TREES. TREES. TREES.: [725, 710, 815, 720]
dateline: AUCKLAND, June 7.: [181, 330, 247, 339]
ad-body: We have just opened up a large stock of LADIES JACKETS & RAINPROOFS, also 30 LADIES' SMART STYLISH COSTUMES.: [845, 245, 955, 282]
section-subhead: THE OAKS STAKES.: [169, 72, 259, 82]
ad-headline: BED-ROCK PRICES: [431, 700, 552, 716]
section-subhead: RACING.: [194, 62, 234, 71]
ad-text: TOM PORTER, Proprietor.: [452, 548, 531, 557]
ad-subhead: Main Truck Tobacco: [290, 748, 361, 758]
ad-footnote: Woods' Great Peppermint Cure for Coughs and Colds never fails. 1/6 and 2/6.: [290, 433, 420, 451]
divider: [12, 825, 132, 826]
ad-address: CASH DRAPERS & CLOTHIERS, MASTERTON.: [848, 325, 952, 343]
ad-body: That cannot be made by any other Skylight on the market.: [705, 89, 835, 108]
ad-subhead: GREAT REDUCTION IN THE PRICE OF GAS.: [854, 669, 946, 687]
divider: [12, 107, 132, 108]
ad-text: BY SPECIAL APPOINTMENT TO HIS EXCELLENCY LORD RANFURLY.: [306, 1126, 404, 1142]
ad-address: BOOT AND SHOEMAKERS AND IMPORTERS, (Next to the Post Office), MASTERTON.: [978, 882, 1096, 910]
divider: [847, 349, 953, 352]
ad-headline: C. BEDFORD.: [313, 1156, 397, 1172]
ad-body: Will call daily at your homes and give you the best article in town at 3s 6d per jar.: [965, 520, 1109, 538]
divider: [154, 1198, 274, 1199]
ad-headline: R. W. ARMIT: [309, 836, 401, 854]
ad-text: By bringing your goods to us you get the best price.: [296, 533, 414, 551]
telegraph-note: BY TELEGRAPH—PRESS ASSOCIATION.: [160, 322, 268, 329]
list-item: 1. They can be left open in any weather.: [709, 112, 824, 121]
ad-text: NOW UNDER THE MANAGEMENT OF TOM PORTER.: [435, 423, 548, 442]
ad-subhead: TWEED JACKETS.: [591, 84, 667, 95]
ad-body: Very superior accommodation for Passengers. Specially fitted with Clayton's Patent FIRE EXTINGUISHERS. Passages from London to New Zealand may be arranged at this end. For passage or freight apply to THE NEW ZEALAND SHIPPING COMPANY (Limited). W. H. CRUICKSHANK, Agent, Masterton.: [965, 284, 1109, 350]
column-rule: [558, 46, 559, 1524]
ad-body: Having just completed four large and commodious Sample Rooms, Travellers requiring the use of them should write early to avoid disappointment. The Rooms being attached to the hotel, make them a great convenience to travellers.: [430, 480, 553, 536]
ad-headline: WHAT IS IT?: [454, 570, 529, 586]
divider: [707, 849, 833, 852]
ad-headline: STAPLES' BEST,: [579, 1000, 679, 1016]
ad-headline: Photographic: [594, 597, 664, 613]
divider: [292, 579, 418, 582]
divider: [565, 716, 693, 719]
article-body: There were fifteen starters. Won by a length. Time, 2min 39½sec.: [148, 1174, 280, 1193]
ad-address: QUEEN STREET, MASTERTON.: [578, 755, 680, 764]
ad-body: We have them in all sizes and styles, but in only one quality—the best. Our prices are lower than those usually charged elsewhere for such high-class goods. Come in and inspect the selection, and you will buy for certain.: [965, 824, 1109, 871]
results-list: [148, 1147, 280, 1175]
ad-headline: The North Island Brewery Co. LIMITED.: [972, 603, 1102, 612]
ad-headline: J. D. CRUICKSHANK & CO, LIMITED: [706, 856, 834, 865]
ad-address: BAKERS. QUEEN STREET: [994, 769, 1080, 777]
masthead: [0, 0, 1114, 43]
ad-subhead: Opposite the Queen's Hotel.: [857, 601, 943, 610]
divider: [565, 198, 693, 201]
ad-text: JUST RECEIVED 10,000 NEW POSTCARDS,: [723, 615, 817, 633]
ad-body: put up specially for Armit by the famous T. C. Williams Company, of Virginia, is a perfectly matured tobacco of delicious flavour and unsurpassable quality. If you are looking for the tobacco you really want, try Main Truck first. If you are a connoisseur in Cigars or Cigarettes, ARMIT can supply the most exquisite and fashionable brands.: [290, 757, 420, 832]
divider: [967, 239, 1107, 242]
result-row: Red Streak 3: [164, 1165, 264, 1174]
divider: [967, 500, 1107, 503]
divider: [967, 655, 1107, 658]
ad-headline: C. SMITH, LTD.: [855, 307, 945, 323]
divider: [12, 652, 132, 653]
ad-address: CHAPEL STREET, MASTERTON: [985, 580, 1089, 589]
ad-subhead: EXCHANGE STUDIO,: [592, 746, 666, 755]
ad-headline: Waipoua Coach Factory, Engineering, Motor and Cycle Works.: [439, 1146, 544, 1174]
ad-headline: ATTRACTIVE VALUES IN FURNITURE.: [445, 678, 538, 698]
ad-body: Have just received a large consignment of the finest English and Colonial Blankets. Single Blanket from 11/6, Double Bed from 18/9. 150 pairs just received.: [845, 80, 955, 127]
column-news-week: [6, 46, 138, 1524]
